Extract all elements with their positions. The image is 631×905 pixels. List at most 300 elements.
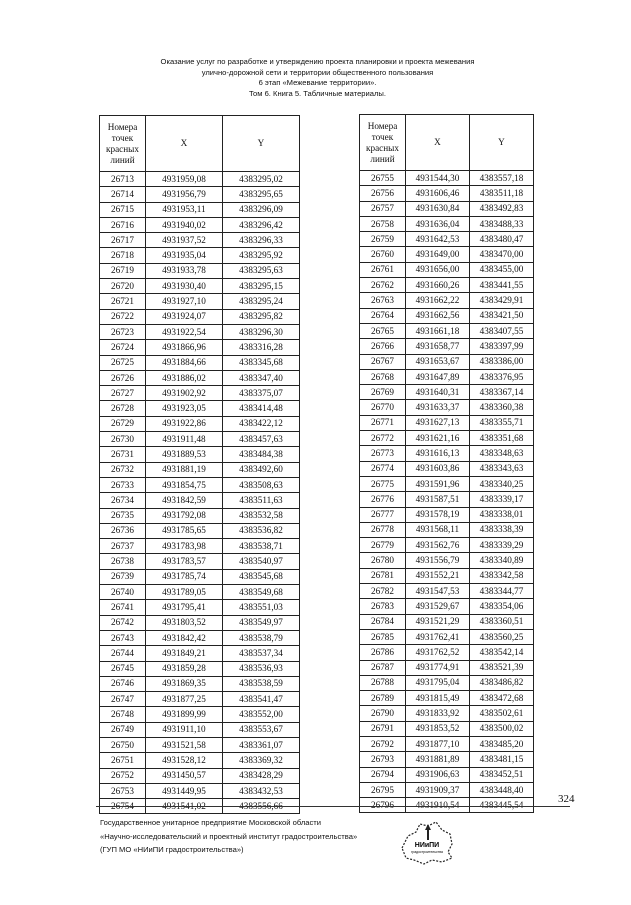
y-coordinate-cell: 4383429,91 xyxy=(470,293,534,308)
y-coordinate-cell: 4383480,47 xyxy=(470,232,534,247)
x-coordinate-cell: 4931621,16 xyxy=(406,431,470,446)
x-coordinate-cell: 4931953,11 xyxy=(146,202,223,217)
x-coordinate-cell: 4931924,07 xyxy=(146,309,223,324)
x-coordinate-cell: 4931842,42 xyxy=(146,630,223,645)
point-number-cell: 26753 xyxy=(100,783,146,798)
point-number-cell: 26762 xyxy=(360,278,406,293)
y-coordinate-cell: 4383481,15 xyxy=(470,752,534,767)
point-number-cell: 26758 xyxy=(360,216,406,231)
y-coordinate-cell: 4383532,58 xyxy=(223,508,300,523)
point-number-cell: 26770 xyxy=(360,400,406,415)
point-number-cell: 26765 xyxy=(360,323,406,338)
table-row xyxy=(100,248,300,263)
point-number-cell: 26767 xyxy=(360,354,406,369)
point-number-cell: 26784 xyxy=(360,614,406,629)
y-coordinate-cell: 4383296,42 xyxy=(223,217,300,232)
x-coordinate-cell: 4931899,99 xyxy=(146,707,223,722)
x-coordinate-cell: 4931544,30 xyxy=(406,171,470,186)
point-number-cell: 26713 xyxy=(100,172,146,187)
x-coordinate-cell: 4931529,67 xyxy=(406,599,470,614)
point-number-cell: 26769 xyxy=(360,385,406,400)
y-coordinate-cell: 4383432,53 xyxy=(223,783,300,798)
x-coordinate-cell: 4931927,10 xyxy=(146,294,223,309)
table-row xyxy=(100,630,300,645)
point-number-cell: 26750 xyxy=(100,737,146,752)
x-coordinate-cell: 4931906,63 xyxy=(406,767,470,782)
y-coordinate-cell: 4383455,00 xyxy=(470,262,534,277)
point-number-cell: 26773 xyxy=(360,446,406,461)
x-coordinate-cell: 4931521,29 xyxy=(406,614,470,629)
y-coordinate-cell: 4383397,99 xyxy=(470,339,534,354)
x-coordinate-cell: 4931662,22 xyxy=(406,293,470,308)
table-row xyxy=(100,768,300,783)
x-coordinate-cell: 4931937,52 xyxy=(146,233,223,248)
column-header-x: X xyxy=(146,116,223,172)
x-coordinate-cell: 4931649,00 xyxy=(406,247,470,262)
y-coordinate-cell: 4383500,02 xyxy=(470,721,534,736)
tower-icon xyxy=(425,824,431,840)
table-row xyxy=(360,247,534,262)
y-coordinate-cell: 4383502,61 xyxy=(470,706,534,721)
y-coordinate-cell: 4383508,63 xyxy=(223,477,300,492)
point-number-cell: 26718 xyxy=(100,248,146,263)
table-row xyxy=(360,308,534,323)
table-row xyxy=(360,568,534,583)
table-row xyxy=(100,585,300,600)
x-coordinate-cell: 4931803,52 xyxy=(146,615,223,630)
table-row xyxy=(100,554,300,569)
table-row xyxy=(100,416,300,431)
y-coordinate-cell: 4383295,24 xyxy=(223,294,300,309)
table-row xyxy=(100,187,300,202)
point-number-cell: 26783 xyxy=(360,599,406,614)
y-coordinate-cell: 4383541,47 xyxy=(223,692,300,707)
point-number-cell: 26786 xyxy=(360,645,406,660)
table-row xyxy=(100,202,300,217)
y-coordinate-cell: 4383551,03 xyxy=(223,600,300,615)
table-row xyxy=(100,217,300,232)
x-coordinate-cell: 4931930,40 xyxy=(146,279,223,294)
table-row xyxy=(100,477,300,492)
table-row xyxy=(360,278,534,293)
point-number-cell: 26787 xyxy=(360,660,406,675)
page-number: 324 xyxy=(558,793,575,805)
header-line-3: 6 этап «Межевание территории». xyxy=(258,78,377,87)
y-coordinate-cell: 4383422,12 xyxy=(223,416,300,431)
x-coordinate-cell: 4931658,77 xyxy=(406,339,470,354)
x-coordinate-cell: 4931636,04 xyxy=(406,216,470,231)
column-header-point-number: Номера точек красных линий xyxy=(100,116,146,172)
y-coordinate-cell: 4383549,97 xyxy=(223,615,300,630)
table-row xyxy=(360,614,534,629)
point-number-cell: 26738 xyxy=(100,554,146,569)
y-coordinate-cell: 4383351,68 xyxy=(470,431,534,446)
table-row xyxy=(100,386,300,401)
table-row xyxy=(100,661,300,676)
point-number-cell: 26757 xyxy=(360,201,406,216)
y-coordinate-cell: 4383552,00 xyxy=(223,707,300,722)
point-number-cell: 26747 xyxy=(100,692,146,707)
x-coordinate-cell: 4931783,98 xyxy=(146,539,223,554)
table-row xyxy=(100,172,300,187)
y-coordinate-cell: 4383484,38 xyxy=(223,447,300,462)
table-row xyxy=(360,507,534,522)
y-coordinate-cell: 4383492,83 xyxy=(470,201,534,216)
table-row xyxy=(100,615,300,630)
y-coordinate-cell: 4383360,38 xyxy=(470,400,534,415)
y-coordinate-cell: 4383375,07 xyxy=(223,386,300,401)
y-coordinate-cell: 4383347,40 xyxy=(223,370,300,385)
point-number-cell: 26771 xyxy=(360,415,406,430)
table-row xyxy=(360,645,534,660)
y-coordinate-cell: 4383448,40 xyxy=(470,782,534,797)
table-row xyxy=(100,569,300,584)
point-number-cell: 26782 xyxy=(360,584,406,599)
point-number-cell: 26751 xyxy=(100,753,146,768)
table-row xyxy=(100,508,300,523)
y-coordinate-cell: 4383376,95 xyxy=(470,369,534,384)
document-header xyxy=(90,57,545,99)
point-number-cell: 26760 xyxy=(360,247,406,262)
x-coordinate-cell: 4931935,04 xyxy=(146,248,223,263)
table-row xyxy=(360,446,534,461)
x-coordinate-cell: 4931653,67 xyxy=(406,354,470,369)
point-number-cell: 26761 xyxy=(360,262,406,277)
x-coordinate-cell: 4931783,57 xyxy=(146,554,223,569)
x-coordinate-cell: 4931959,08 xyxy=(146,172,223,187)
table-row xyxy=(100,263,300,278)
point-number-cell: 26792 xyxy=(360,736,406,751)
point-number-cell: 26731 xyxy=(100,447,146,462)
point-number-cell: 26759 xyxy=(360,232,406,247)
point-number-cell: 26737 xyxy=(100,539,146,554)
y-coordinate-cell: 4383316,28 xyxy=(223,340,300,355)
table-row xyxy=(360,216,534,231)
table-row xyxy=(100,355,300,370)
x-coordinate-cell: 4931877,10 xyxy=(406,736,470,751)
point-number-cell: 26728 xyxy=(100,401,146,416)
point-number-cell: 26774 xyxy=(360,461,406,476)
table-row xyxy=(100,279,300,294)
y-coordinate-cell: 4383355,71 xyxy=(470,415,534,430)
point-number-cell: 26749 xyxy=(100,722,146,737)
footer-line-1: Государственное унитарное предприятие Московской области xyxy=(100,818,322,827)
table-row xyxy=(360,767,534,782)
y-coordinate-cell: 4383470,00 xyxy=(470,247,534,262)
point-number-cell: 26752 xyxy=(100,768,146,783)
point-number-cell: 26788 xyxy=(360,675,406,690)
table-row xyxy=(100,783,300,798)
y-coordinate-cell: 4383295,92 xyxy=(223,248,300,263)
y-coordinate-cell: 4383553,67 xyxy=(223,722,300,737)
table-row xyxy=(100,692,300,707)
x-coordinate-cell: 4931911,48 xyxy=(146,432,223,447)
point-number-cell: 26754 xyxy=(100,799,146,814)
y-coordinate-cell: 4383296,33 xyxy=(223,233,300,248)
x-coordinate-cell: 4931881,89 xyxy=(406,752,470,767)
y-coordinate-cell: 4383511,63 xyxy=(223,493,300,508)
point-number-cell: 26714 xyxy=(100,187,146,202)
x-coordinate-cell: 4931789,05 xyxy=(146,585,223,600)
point-number-cell: 26772 xyxy=(360,431,406,446)
coordinates-table-right-body xyxy=(360,171,534,813)
x-coordinate-cell: 4931833,92 xyxy=(406,706,470,721)
y-coordinate-cell: 4383549,68 xyxy=(223,585,300,600)
y-coordinate-cell: 4383340,89 xyxy=(470,553,534,568)
x-coordinate-cell: 4931854,75 xyxy=(146,477,223,492)
x-coordinate-cell: 4931578,19 xyxy=(406,507,470,522)
x-coordinate-cell: 4931884,66 xyxy=(146,355,223,370)
point-number-cell: 26794 xyxy=(360,767,406,782)
header-line-2: улично-дорожной сети и территории общественного пользования xyxy=(201,67,434,77)
coordinates-table-right xyxy=(359,114,534,813)
table-row xyxy=(360,415,534,430)
x-coordinate-cell: 4931762,52 xyxy=(406,645,470,660)
y-coordinate-cell: 4383338,01 xyxy=(470,507,534,522)
x-coordinate-cell: 4931853,52 xyxy=(406,721,470,736)
column-header-point-number: Номера точек красных линий xyxy=(360,115,406,171)
y-coordinate-cell: 4383295,02 xyxy=(223,172,300,187)
x-coordinate-cell: 4931556,79 xyxy=(406,553,470,568)
x-coordinate-cell: 4931660,26 xyxy=(406,278,470,293)
y-coordinate-cell: 4383354,06 xyxy=(470,599,534,614)
point-number-cell: 26789 xyxy=(360,691,406,706)
x-coordinate-cell: 4931606,46 xyxy=(406,186,470,201)
y-coordinate-cell: 4383457,63 xyxy=(223,432,300,447)
y-coordinate-cell: 4383428,29 xyxy=(223,768,300,783)
y-coordinate-cell: 4383295,63 xyxy=(223,263,300,278)
institute-logo xyxy=(398,818,456,866)
point-number-cell: 26736 xyxy=(100,523,146,538)
y-coordinate-cell: 4383492,60 xyxy=(223,462,300,477)
y-coordinate-cell: 4383386,00 xyxy=(470,354,534,369)
y-coordinate-cell: 4383545,68 xyxy=(223,569,300,584)
point-number-cell: 26756 xyxy=(360,186,406,201)
y-coordinate-cell: 4383361,07 xyxy=(223,737,300,752)
table-row xyxy=(360,476,534,491)
table-row xyxy=(360,675,534,690)
x-coordinate-cell: 4931923,05 xyxy=(146,401,223,416)
table-row xyxy=(100,646,300,661)
x-coordinate-cell: 4931849,21 xyxy=(146,646,223,661)
x-coordinate-cell: 4931866,96 xyxy=(146,340,223,355)
point-number-cell: 26735 xyxy=(100,508,146,523)
x-coordinate-cell: 4931642,53 xyxy=(406,232,470,247)
x-coordinate-cell: 4931785,74 xyxy=(146,569,223,584)
table-row xyxy=(360,553,534,568)
point-number-cell: 26739 xyxy=(100,569,146,584)
table-row xyxy=(360,584,534,599)
table-row xyxy=(100,462,300,477)
y-coordinate-cell: 4383452,51 xyxy=(470,767,534,782)
column-header-y: Y xyxy=(470,115,534,171)
point-number-cell: 26781 xyxy=(360,568,406,583)
y-coordinate-cell: 4383340,25 xyxy=(470,476,534,491)
header-line-4: Том 6. Книга 5. Табличные материалы. xyxy=(248,88,386,98)
y-coordinate-cell: 4383521,39 xyxy=(470,660,534,675)
point-number-cell: 26775 xyxy=(360,476,406,491)
x-coordinate-cell: 4931633,37 xyxy=(406,400,470,415)
point-number-cell: 26776 xyxy=(360,492,406,507)
y-coordinate-cell: 4383360,51 xyxy=(470,614,534,629)
point-number-cell: 26768 xyxy=(360,369,406,384)
table-row xyxy=(360,293,534,308)
point-number-cell: 26795 xyxy=(360,782,406,797)
table-row xyxy=(100,340,300,355)
x-coordinate-cell: 4931541,02 xyxy=(146,799,223,814)
table-row xyxy=(360,385,534,400)
y-coordinate-cell: 4383338,39 xyxy=(470,522,534,537)
point-number-cell: 26740 xyxy=(100,585,146,600)
point-number-cell: 26763 xyxy=(360,293,406,308)
coordinates-table-left xyxy=(99,115,300,814)
point-number-cell: 26766 xyxy=(360,339,406,354)
y-coordinate-cell: 4383296,09 xyxy=(223,202,300,217)
table-row xyxy=(360,201,534,216)
x-coordinate-cell: 4931940,02 xyxy=(146,217,223,232)
x-coordinate-cell: 4931616,13 xyxy=(406,446,470,461)
y-coordinate-cell: 4383485,20 xyxy=(470,736,534,751)
table-row xyxy=(100,432,300,447)
table-row xyxy=(360,400,534,415)
y-coordinate-cell: 4383540,97 xyxy=(223,554,300,569)
table-row xyxy=(360,492,534,507)
coordinates-table-left-body xyxy=(100,172,300,814)
x-coordinate-cell: 4931627,13 xyxy=(406,415,470,430)
point-number-cell: 26720 xyxy=(100,279,146,294)
point-number-cell: 26764 xyxy=(360,308,406,323)
table-row xyxy=(360,339,534,354)
point-number-cell: 26716 xyxy=(100,217,146,232)
point-number-cell: 26793 xyxy=(360,752,406,767)
x-coordinate-cell: 4931922,54 xyxy=(146,324,223,339)
logo-text: НИиПИ xyxy=(414,842,440,849)
x-coordinate-cell: 4931449,95 xyxy=(146,783,223,798)
point-number-cell: 26723 xyxy=(100,324,146,339)
y-coordinate-cell: 4383441,55 xyxy=(470,278,534,293)
y-coordinate-cell: 4383343,63 xyxy=(470,461,534,476)
x-coordinate-cell: 4931656,00 xyxy=(406,262,470,277)
y-coordinate-cell: 4383488,33 xyxy=(470,216,534,231)
table-row xyxy=(360,599,534,614)
point-number-cell: 26745 xyxy=(100,661,146,676)
table-row xyxy=(360,736,534,751)
x-coordinate-cell: 4931547,53 xyxy=(406,584,470,599)
table-row xyxy=(360,232,534,247)
x-coordinate-cell: 4931591,96 xyxy=(406,476,470,491)
x-coordinate-cell: 4931603,86 xyxy=(406,461,470,476)
table-row xyxy=(360,752,534,767)
column-header-y: Y xyxy=(223,116,300,172)
footer-line-3: (ГУП МО «НИиПИ градостроительства») xyxy=(100,845,244,854)
y-coordinate-cell: 4383445,54 xyxy=(470,798,534,813)
table-row xyxy=(360,629,534,644)
x-coordinate-cell: 4931910,54 xyxy=(406,798,470,813)
point-number-cell: 26721 xyxy=(100,294,146,309)
table-row xyxy=(360,660,534,675)
table-row xyxy=(360,461,534,476)
table-row xyxy=(100,600,300,615)
y-coordinate-cell: 4383295,82 xyxy=(223,309,300,324)
point-number-cell: 26796 xyxy=(360,798,406,813)
table-row xyxy=(100,493,300,508)
x-coordinate-cell: 4931881,19 xyxy=(146,462,223,477)
x-coordinate-cell: 4931886,02 xyxy=(146,370,223,385)
point-number-cell: 26724 xyxy=(100,340,146,355)
table-row xyxy=(360,706,534,721)
point-number-cell: 26791 xyxy=(360,721,406,736)
y-coordinate-cell: 4383538,71 xyxy=(223,539,300,554)
table-row xyxy=(100,447,300,462)
y-coordinate-cell: 4383556,66 xyxy=(223,799,300,814)
y-coordinate-cell: 4383369,32 xyxy=(223,753,300,768)
point-number-cell: 26748 xyxy=(100,707,146,722)
column-header-x: X xyxy=(406,115,470,171)
y-coordinate-cell: 4383538,59 xyxy=(223,676,300,691)
x-coordinate-cell: 4931521,58 xyxy=(146,737,223,752)
x-coordinate-cell: 4931587,51 xyxy=(406,492,470,507)
y-coordinate-cell: 4383344,77 xyxy=(470,584,534,599)
table-row xyxy=(100,523,300,538)
y-coordinate-cell: 4383421,50 xyxy=(470,308,534,323)
point-number-cell: 26744 xyxy=(100,646,146,661)
x-coordinate-cell: 4931909,37 xyxy=(406,782,470,797)
point-number-cell: 26780 xyxy=(360,553,406,568)
table-row xyxy=(100,753,300,768)
table-row xyxy=(100,707,300,722)
table-row xyxy=(100,676,300,691)
table-row xyxy=(100,324,300,339)
y-coordinate-cell: 4383414,48 xyxy=(223,401,300,416)
x-coordinate-cell: 4931795,04 xyxy=(406,675,470,690)
x-coordinate-cell: 4931640,31 xyxy=(406,385,470,400)
x-coordinate-cell: 4931661,18 xyxy=(406,323,470,338)
x-coordinate-cell: 4931792,08 xyxy=(146,508,223,523)
y-coordinate-cell: 4383295,15 xyxy=(223,279,300,294)
y-coordinate-cell: 4383345,68 xyxy=(223,355,300,370)
y-coordinate-cell: 4383472,68 xyxy=(470,691,534,706)
table-row xyxy=(100,233,300,248)
x-coordinate-cell: 4931774,91 xyxy=(406,660,470,675)
x-coordinate-cell: 4931877,25 xyxy=(146,692,223,707)
x-coordinate-cell: 4931630,84 xyxy=(406,201,470,216)
table-row xyxy=(360,369,534,384)
table-row xyxy=(360,354,534,369)
y-coordinate-cell: 4383342,58 xyxy=(470,568,534,583)
y-coordinate-cell: 4383296,30 xyxy=(223,324,300,339)
table-row xyxy=(360,782,534,797)
x-coordinate-cell: 4931911,10 xyxy=(146,722,223,737)
x-coordinate-cell: 4931762,41 xyxy=(406,629,470,644)
table-row xyxy=(100,401,300,416)
y-coordinate-cell: 4383542,14 xyxy=(470,645,534,660)
table-row xyxy=(360,522,534,537)
table-row xyxy=(360,431,534,446)
table-row xyxy=(360,691,534,706)
y-coordinate-cell: 4383537,34 xyxy=(223,646,300,661)
y-coordinate-cell: 4383536,82 xyxy=(223,523,300,538)
point-number-cell: 26734 xyxy=(100,493,146,508)
point-number-cell: 26777 xyxy=(360,507,406,522)
table-row xyxy=(100,737,300,752)
x-coordinate-cell: 4931956,79 xyxy=(146,187,223,202)
logo-subtext: градостроительства xyxy=(411,850,443,854)
point-number-cell: 26733 xyxy=(100,477,146,492)
table-row xyxy=(360,171,534,186)
y-coordinate-cell: 4383407,55 xyxy=(470,323,534,338)
y-coordinate-cell: 4383557,18 xyxy=(470,171,534,186)
y-coordinate-cell: 4383536,93 xyxy=(223,661,300,676)
